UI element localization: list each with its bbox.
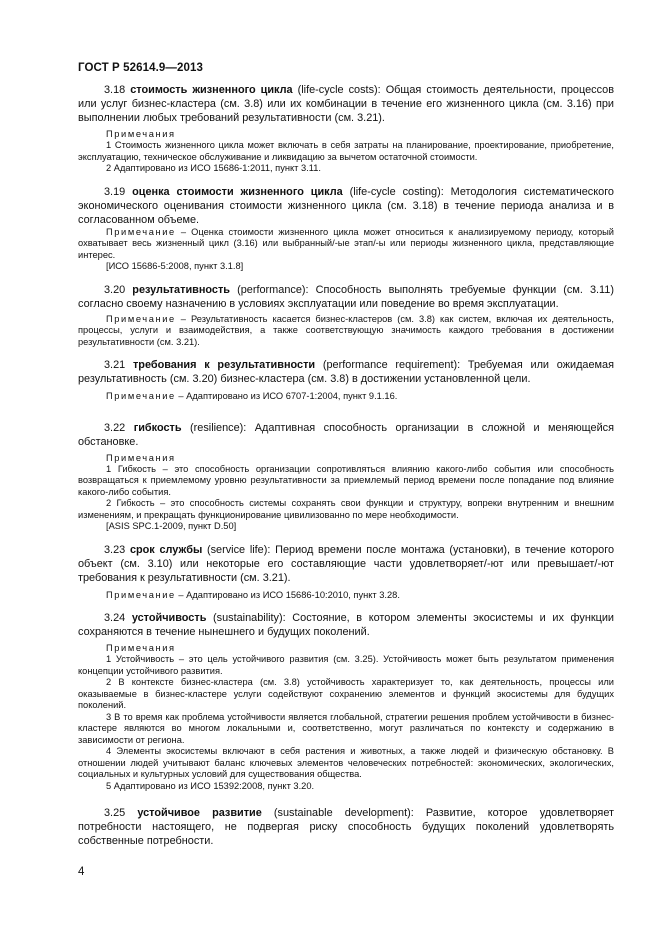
note-label: Примечание — [106, 391, 176, 401]
notes-heading: Примечания — [106, 129, 176, 139]
definition-text: (sustainable development): Развитие, которое удовлетворяет потребности настоящего, не подвергая риску способность будущих поколений удовлетворять собственные потребности. — [78, 807, 614, 847]
term-entry-3-22 — [78, 421, 614, 533]
note-label: Примечание — [106, 226, 176, 237]
term-entry-3-19 — [78, 185, 614, 273]
note-text: – Оценка стоимости жизненного цикла может относиться к анализируемому периоду, который охватывает весь жизненный цикл (3.16) или выбранный/-ые этап/-ы или периоды жизненного цикла, представляющие интерес. — [78, 226, 614, 260]
note-label: Примечание — [106, 589, 176, 600]
note-item: 4 Элементы экосистемы включают в себя растения и животных, а также людей и физическую обстановку. В отношении людей учитывают баланс ключевых элементов человеческих потребностей: экономических, экологических, социальных и культурных условий для существования общества. — [78, 746, 614, 779]
definition-text: (resilience): Адаптивная способность организации в сложной и меняющейся обстановке. — [78, 421, 614, 448]
note-item: 3 В то время как проблема устойчивости является глобальной, стратегии решения проблем устойчивости в бизнес-кластере являются во многом локальными и, соответственно, могут различаться по контексту и содержанию в зависимости от региона. — [78, 711, 614, 745]
term-name: устойчивость — [131, 612, 207, 624]
note — [78, 314, 614, 349]
notes-heading: Примечания — [106, 643, 176, 653]
definition-text: (service life): Период времени после монтажа (установки), в течение которого объект (см. 3.10) или некоторые его составляющие части удовлетворяет/-ют или превышает/-ют требования к результативности (см. 3.21). — [78, 543, 615, 584]
definition — [78, 806, 614, 848]
note-item: 2 Гибкость – это способность системы сохранять свои функции и структуру, вопреки внутренним и внешним изменениям, и прекращать функционирование цивилизованно по мере необходимости. — [78, 498, 614, 520]
definition — [78, 543, 614, 585]
term-entry-3-23 — [78, 543, 614, 602]
term-name: гибкость — [133, 421, 182, 434]
term-number: 3.24 — [104, 612, 126, 624]
definition — [78, 421, 614, 449]
definition-text: (performance requirement): Требуемая или ожидаемая результативность (см. 3.20) бизнес-кластера (см. 3.8) в достижении установленной цели. — [78, 359, 614, 385]
definition-text: (performance): Способность выполнять требуемые функции (см. 3.11) согласно своему назначению в условиях эксплуатации или поведение во время эксплуатации. — [78, 283, 614, 310]
term-entry-3-25 — [78, 806, 614, 848]
note-item: 2 Адаптировано из ИСО 15686-1:2011, пункт 3.11. — [106, 163, 321, 173]
term-entry-3-20 — [78, 283, 614, 349]
note — [78, 227, 614, 262]
term-entry-3-24 — [78, 611, 614, 792]
terms-section — [78, 83, 614, 858]
definition — [78, 185, 614, 227]
term-number: 3.22 — [104, 421, 126, 434]
definition-text: (life-cycle costs): Общая стоимость деятельности, процессов или услуг бизнес-кластера (см. 3.8) или их комбинации в течение его жизненного цикла (см. 3.16) при выполнении любых требований результативности (см. 3.21). — [78, 84, 614, 124]
note-item: 5 Адаптировано из ИСО 15392:2008, пункт 3.20. — [106, 780, 315, 791]
term-name: устойчивое развитие — [137, 807, 262, 819]
definition-text: (sustainability): Состояние, в котором элементы экосистемы и их функции сохраняются в течение нынешнего и будущих поколений. — [78, 612, 614, 638]
term-number: 3.20 — [104, 283, 126, 296]
definition — [78, 358, 614, 386]
note-item: 2 В контексте бизнес-кластера (см. 3.8) устойчивость характеризует то, как деятельность, процессы или оказываемые в бизнес-кластере услуги содействуют сохранению элементов и функций экосистемы для будущих поколений. — [78, 677, 614, 710]
note-label: Примечание — [106, 313, 176, 324]
notes-heading: Примечания — [106, 452, 176, 463]
page-number: 4 — [78, 866, 85, 878]
note-item: 1 Устойчивость – это цель устойчивого развития (см. 3.25). Устойчивость может быть результатом применения концепции устойчивого развития. — [78, 654, 614, 676]
term-name: оценка стоимости жизненного цикла — [132, 185, 343, 198]
source-reference: [ИСО 15686-5:2008, пункт 3.1.8] — [106, 261, 244, 271]
definition — [78, 611, 614, 639]
source-reference: [ASIS SPC.1-2009, пункт D.50] — [106, 521, 237, 531]
term-number: 3.23 — [104, 543, 126, 556]
term-name: срок службы — [129, 543, 203, 556]
term-name: результативность — [132, 283, 231, 296]
term-name: стоимость жизненного цикла — [130, 84, 293, 96]
term-number: 3.18 — [104, 84, 126, 96]
definition — [78, 283, 614, 311]
term-number: 3.25 — [104, 807, 126, 819]
note-text: – Адаптировано из ИСО 15686-10:2010, пункт 3.28. — [175, 589, 400, 600]
definition — [78, 83, 614, 125]
term-entry-3-21 — [78, 358, 614, 403]
term-entry-3-18 — [78, 83, 614, 175]
document-header: ГОСТ Р 52614.9—2013 — [78, 62, 203, 74]
note — [78, 590, 614, 602]
note — [78, 391, 614, 403]
note-item: 1 Гибкость – это способность организации сопротивляться влиянию какого-либо события или способность возвращаться к приемлемому уровню результативности за приемлемый период времени после попадание под влияние какого-либо события. — [78, 463, 614, 497]
term-name: требования к результативности — [132, 359, 316, 371]
note-text: – Адаптировано из ИСО 6707-1:2004, пункт 9.1.16. — [175, 391, 398, 401]
term-number: 3.19 — [104, 185, 126, 198]
note-item: 1 Стоимость жизненного цикла может включать в себя затраты на планирование, проектирование, приобретение, эксплуатацию, техническое обслуживание и ликвидацию за вычетом остаточной стоимости. — [78, 140, 614, 162]
definition-text: (life-cycle costing): Методология систематического экономического оценивания стоимости жизненного цикла (см. 3.18) в течение периода анализа и в согласованном объеме. — [78, 185, 614, 226]
term-number: 3.21 — [104, 359, 126, 371]
note-text: – Результативность касается бизнес-кластеров (см. 3.8) как систем, включая их деятельность, процессы, услуги и взаимодействия, а также соответствующую значимость каждого требования в достижении результативности (см. 3.21). — [78, 313, 614, 347]
